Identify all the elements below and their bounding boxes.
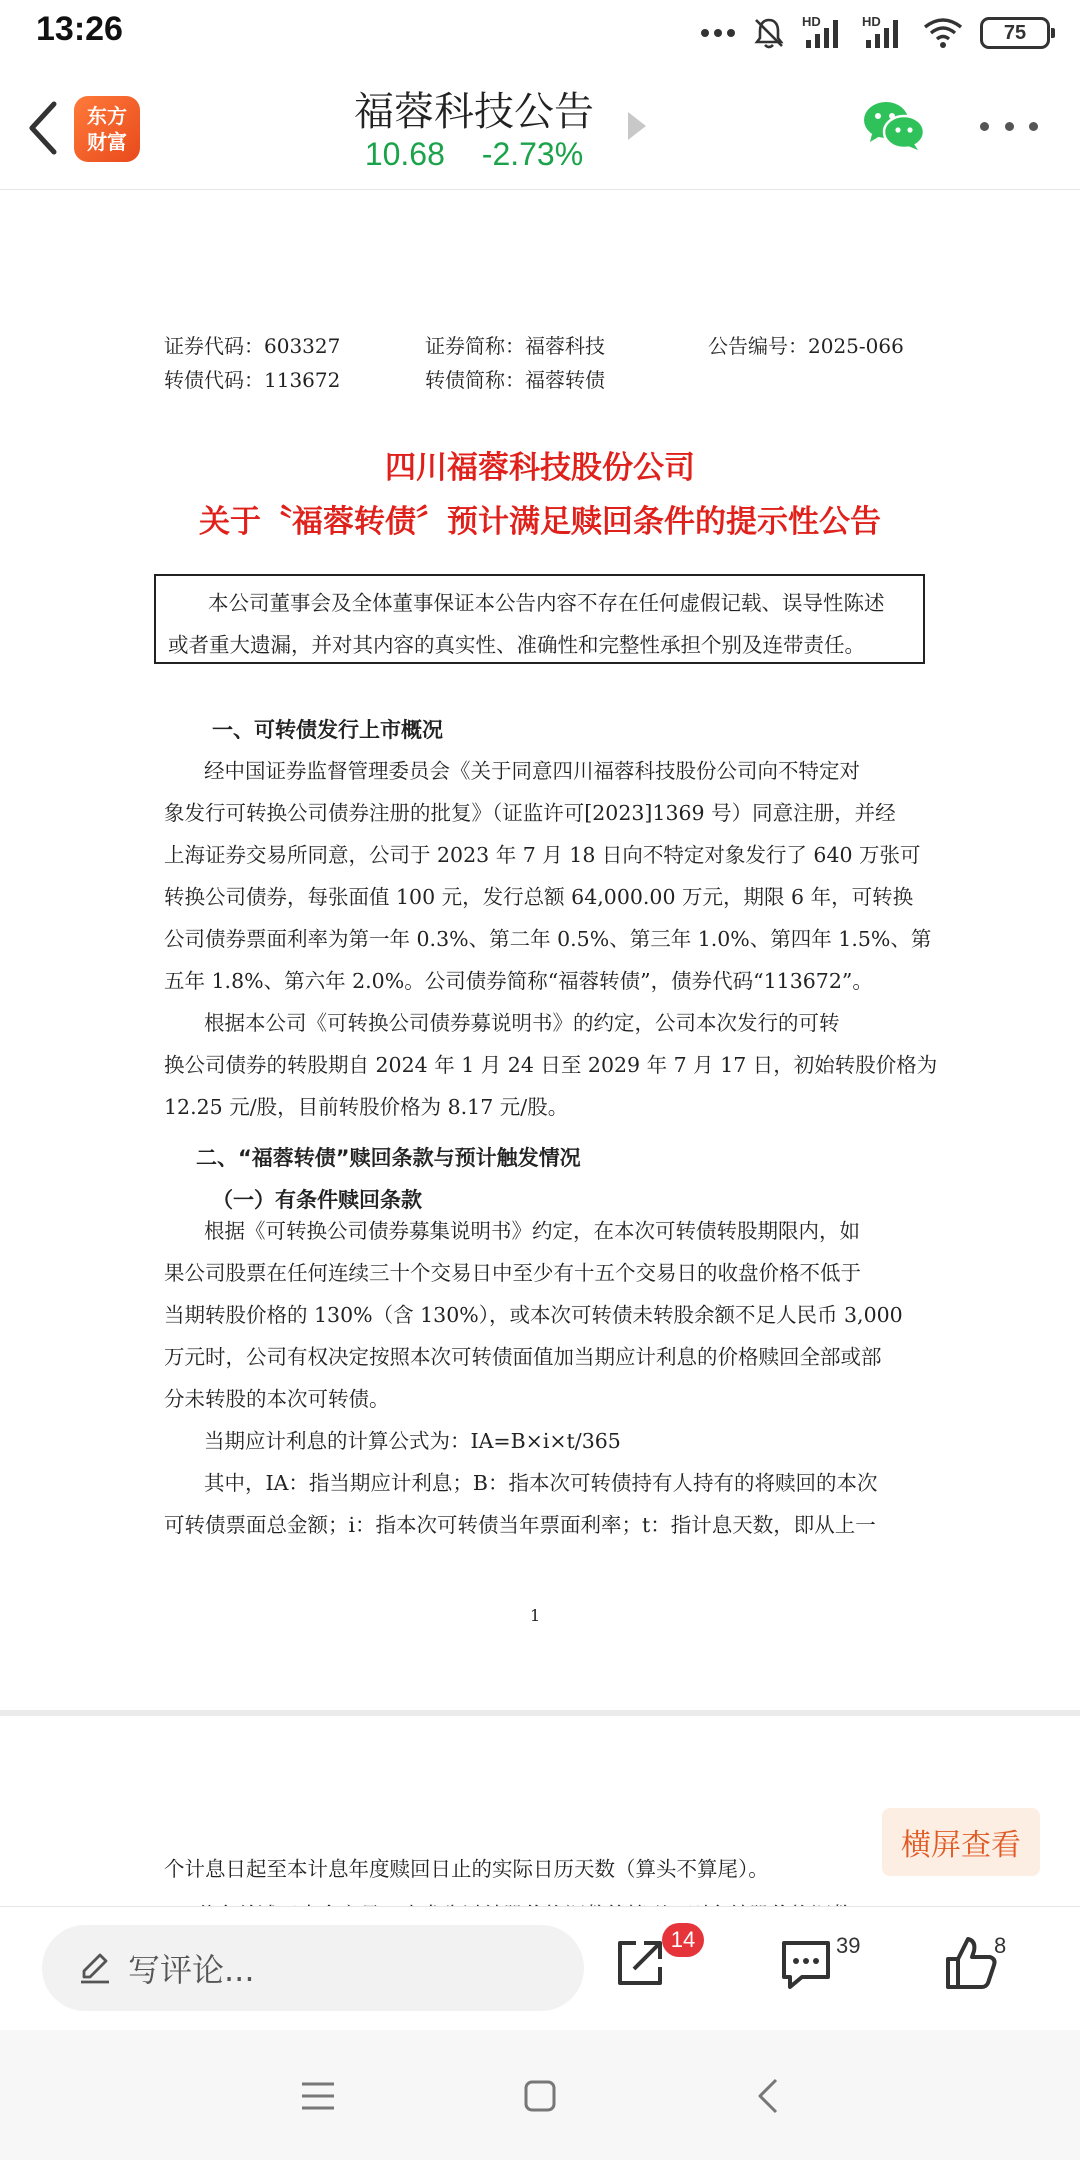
comment-count: 39 xyxy=(836,1933,861,1958)
system-back-button[interactable] xyxy=(738,2068,798,2124)
dot-icon xyxy=(980,122,989,131)
page-2-line-cut xyxy=(196,1894,852,1906)
wechat-icon xyxy=(862,98,926,154)
paragraph-line: 根据本公司《可转换公司债券募说明书》的约定，公司本次发行的可转 xyxy=(204,1011,840,1035)
home-square-icon xyxy=(523,2079,557,2113)
comment-input[interactable] xyxy=(42,1925,584,2011)
section-2-subheading: （一）有条件赎回条款 xyxy=(212,1188,422,1212)
paragraph-definitions xyxy=(164,1462,916,1546)
paragraph-line: 象发行可转换公司债券注册的批复》（证监许可[2023]1369 号）同意注册，并经 xyxy=(164,801,896,825)
like-count: 8 xyxy=(994,1933,1007,1958)
thumbs-up-icon xyxy=(940,1933,1000,1993)
paragraph-conversion xyxy=(164,1002,938,1128)
paragraph-line: 转换公司债券，每张面值 100 元，发行总额 64,000.00 万元，期限 6 年，可转换 xyxy=(164,885,914,909)
share-icon xyxy=(610,1933,670,1993)
signal-strength-2: HD xyxy=(862,16,906,50)
notice-line: 或者重大遗漏，并对其内容的真实性、准确性和完整性承担个别及连带责任。 xyxy=(168,633,865,657)
announcement-number: 公告编号：2025-066 xyxy=(708,334,904,358)
more-options-button[interactable] xyxy=(980,106,1038,146)
signal-bars-icon xyxy=(862,16,906,50)
paragraph-line: 当期应计利息的计算公式为：IA=B×i×t/365 xyxy=(204,1429,621,1453)
paragraph-line: 分未转股的本次可转债。 xyxy=(164,1387,390,1411)
pencil-icon xyxy=(78,1951,112,1985)
paragraph-line: 12.25 元/股，目前转股价格为 8.17 元/股。 xyxy=(164,1095,569,1119)
paragraph-formula xyxy=(164,1420,916,1462)
wifi-icon xyxy=(922,17,964,49)
stock-change: -2.73% xyxy=(481,136,584,172)
home-button[interactable] xyxy=(510,2068,570,2124)
page-2-line: 个计息日起至本计息年度赎回日止的实际日历天数（算头不算尾）。 xyxy=(164,1857,769,1881)
signal-strength-1: HD xyxy=(802,16,846,50)
paragraph-line: 万元时，公司有权决定按照本次可转债面值加当期应计利息的价格赎回全部或部 xyxy=(164,1345,882,1369)
menu-lines-icon xyxy=(300,2080,336,2112)
system-navigation-bar xyxy=(0,2030,1080,2160)
stock-price: 10.68 xyxy=(364,136,445,172)
recent-apps-button[interactable] xyxy=(288,2068,348,2124)
paragraph-line: 经中国证券监督管理委员会《关于同意四川福蓉科技股份公司向不特定对 xyxy=(204,759,860,783)
paragraph-redemption-terms xyxy=(164,1210,916,1420)
document-title-line1: 四川福蓉科技股份公司 xyxy=(385,450,695,486)
bond-code: 转债代码：113672 xyxy=(164,368,341,392)
security-name: 证券简称：福蓉科技 xyxy=(425,334,605,358)
paragraph-line: 上海证券交易所同意，公司于 2023 年 7 月 18 日向不特定对象发行了 640 万张可 xyxy=(164,843,921,867)
paragraph-line: 可转债票面总金额；i：指本次可转债当年票面利率；t：指计息天数，即从上一 xyxy=(164,1513,876,1537)
status-bar xyxy=(0,0,1080,66)
comment-placeholder: 写评论... xyxy=(128,1951,255,1989)
announcement-document xyxy=(0,190,1080,1710)
app-header xyxy=(0,66,1080,190)
logo-line1: 东方 xyxy=(87,104,127,128)
mute-bell-icon xyxy=(752,16,786,50)
page-divider xyxy=(0,1710,1080,1716)
paragraph-line: 五年 1.8%、第六年 2.0%。公司债券简称“福蓉转债”，债券代码“113672”。 xyxy=(164,969,873,993)
dot-icon xyxy=(1005,122,1014,131)
more-notifications-icon xyxy=(700,28,736,38)
bottom-action-bar xyxy=(0,1906,1080,2030)
page-number: 1 xyxy=(530,1606,541,1625)
wechat-share-button[interactable] xyxy=(862,98,926,154)
status-icons xyxy=(700,12,1050,54)
paragraph-line: 果公司股票在任何连续三十个交易日中至少有十五个交易日的收盘价格不低于 xyxy=(164,1261,861,1285)
status-time: 13:26 xyxy=(36,10,123,48)
paragraph-line: 换公司债券的转股期自 2024 年 1 月 24 日至 2029 年 7 月 17 日，初始转股价格为 xyxy=(164,1053,938,1077)
page-title: 福蓉科技公告 xyxy=(354,89,594,135)
comment-bubble-icon xyxy=(776,1933,836,1993)
signal-bars-icon xyxy=(802,16,846,50)
notice-box xyxy=(154,574,925,664)
section-2-heading: 二、“福蓉转债”赎回条款与预计触发情况 xyxy=(196,1146,581,1170)
logo-line2: 财富 xyxy=(87,130,127,154)
notice-line: 本公司董事会及全体董事保证本公告内容不存在任何虚假记载、误导性陈述 xyxy=(208,591,885,615)
paragraph-issuance xyxy=(164,750,932,1002)
share-count-badge: 14 xyxy=(662,1923,704,1957)
bond-name: 转债简称：福蓉转债 xyxy=(425,368,605,392)
quote-arrow-icon[interactable] xyxy=(628,112,646,140)
paragraph-line: 其中，IA：指当期应计利息；B：指本次可转债持有人持有的将赎回的本次 xyxy=(204,1471,878,1495)
stock-quote[interactable] xyxy=(0,136,948,173)
battery-indicator: 75 xyxy=(980,17,1050,49)
security-code: 证券代码：603327 xyxy=(164,334,341,358)
back-chevron-icon xyxy=(756,2077,780,2115)
section-1-heading: 一、可转债发行上市概况 xyxy=(212,718,443,742)
paragraph-line: 当期转股价格的 130%（含 130%），或本次可转债未转股余额不足人民币 3,000 xyxy=(164,1303,903,1327)
dot-icon xyxy=(1029,122,1038,131)
landscape-view-button[interactable]: 横屏查看 xyxy=(882,1808,1040,1876)
document-title-line2: 关于〝福蓉转债〞预计满足赎回条件的提示性公告 xyxy=(199,504,881,540)
paragraph-line: 公司债券票面利率为第一年 0.3%、第二年 0.5%、第三年 1.0%、第四年 1.5%、第 xyxy=(164,927,932,951)
paragraph-line: 根据《可转换公司债券募集说明书》约定，在本次可转债转股期限内，如 xyxy=(204,1219,860,1243)
